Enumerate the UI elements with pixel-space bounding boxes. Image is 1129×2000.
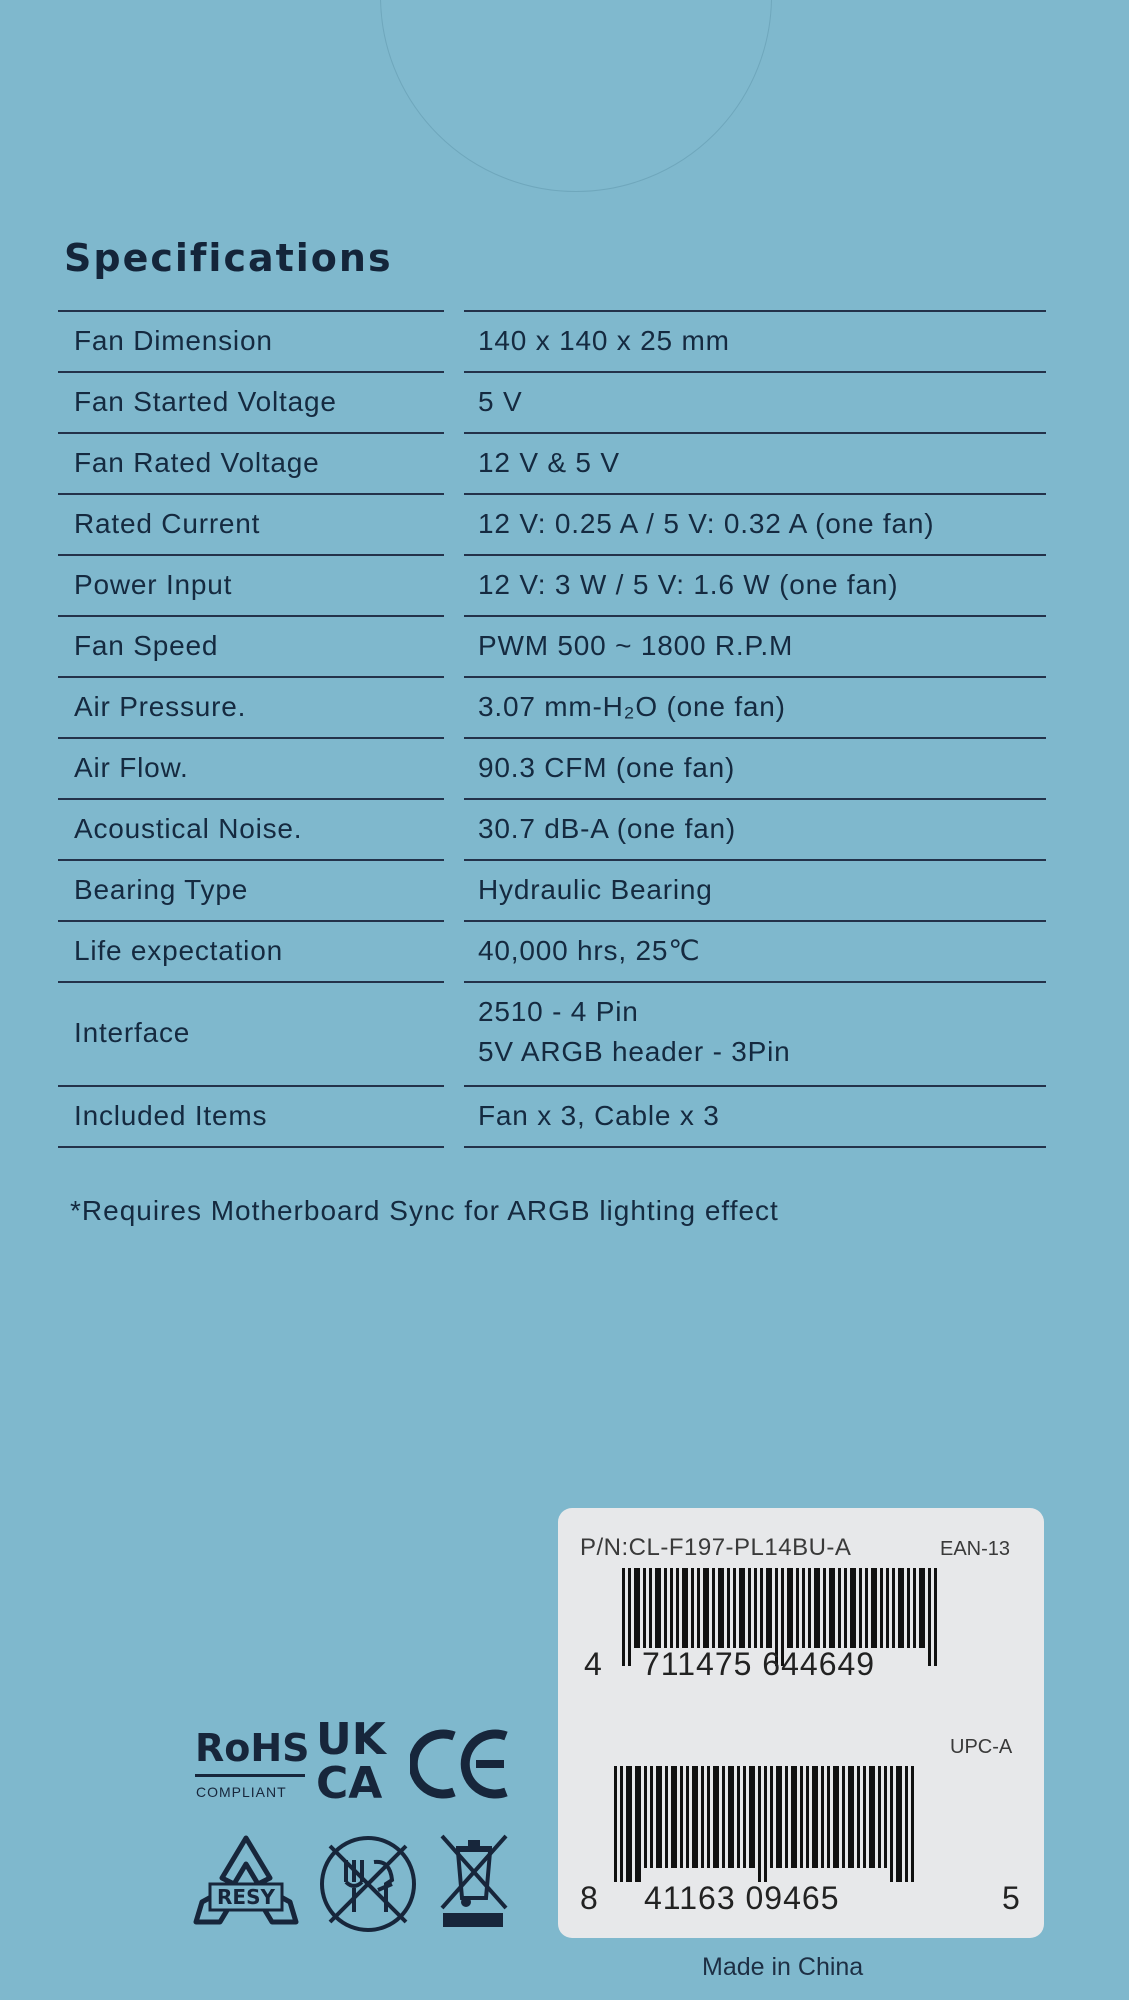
spec-value: 12 V & 5 V [478, 446, 620, 478]
barcode-bar [829, 1568, 835, 1648]
spec-label: Air Pressure. [74, 690, 247, 722]
barcode-bar [712, 1568, 715, 1648]
barcode-bar [670, 1568, 673, 1648]
table-rule [464, 1146, 1046, 1148]
table-rule [464, 493, 1046, 495]
barcode-bar [656, 1766, 662, 1868]
barcode-bar [791, 1766, 797, 1868]
barcode-bar [833, 1766, 839, 1868]
spec-label: Life expectation [74, 934, 283, 966]
spec-value: 2510 - 4 Pin [478, 996, 639, 1027]
spec-label: Fan Dimension [74, 324, 273, 356]
barcode-bar [665, 1766, 668, 1868]
upc-last-digit: 5 [1002, 1880, 1020, 1916]
barcode-bar [785, 1766, 788, 1868]
decorative-circle [380, 0, 772, 192]
table-rule [464, 432, 1046, 434]
barcode-bar [686, 1766, 689, 1868]
barcode-bar [676, 1568, 679, 1648]
barcode-bar [644, 1766, 647, 1868]
barcode-bar [722, 1766, 725, 1868]
barcode-bar [664, 1568, 667, 1648]
spec-value: 12 V: 0.25 A / 5 V: 0.32 A (one fan) [478, 507, 935, 539]
barcode-bar [766, 1568, 772, 1648]
spec-label: Included Items [74, 1099, 268, 1131]
barcode-bar [655, 1568, 661, 1648]
barcode-bar [718, 1568, 724, 1648]
table-rule [58, 310, 444, 312]
resy-text: RESY [217, 1885, 275, 1909]
ukca-mark [316, 1714, 386, 1809]
barcode-bar [737, 1766, 740, 1868]
spec-label: Rated Current [74, 507, 261, 539]
barcode-bar [857, 1766, 860, 1868]
barcode-bar [764, 1766, 767, 1882]
upc-barcode [614, 1766, 917, 1882]
barcode-bar [842, 1766, 845, 1868]
barcode-bar [758, 1766, 761, 1882]
barcode-bar [743, 1766, 746, 1868]
spec-value: 40,000 hrs, 25℃ [478, 934, 701, 966]
no-food-contact-icon [316, 1832, 420, 1936]
barcode-bar [892, 1568, 895, 1648]
table-rule [464, 371, 1046, 373]
spec-label: Bearing Type [74, 873, 249, 905]
barcode-bar [884, 1766, 887, 1868]
spec-label: Fan Speed [74, 629, 219, 661]
barcode-bar [614, 1766, 617, 1882]
spec-value: 5V ARGB header - 3Pin [478, 1036, 791, 1067]
table-rule [464, 615, 1046, 617]
rohs-compliant-label: COMPLIANT [196, 1784, 287, 1800]
part-number: P/N:CL-F197-PL14BU-A [580, 1534, 852, 1561]
table-rule [58, 859, 444, 861]
barcode-bar [707, 1766, 710, 1868]
barcode-bar [770, 1766, 773, 1868]
table-rule [464, 859, 1046, 861]
ukca-bottom: CA [316, 1758, 383, 1809]
spec-value: 5 V [478, 385, 523, 417]
barcode-bar [823, 1568, 826, 1648]
table-rule [464, 737, 1046, 739]
barcode-bar [749, 1766, 755, 1868]
table-rule [464, 981, 1046, 983]
barcode-bar [628, 1568, 631, 1666]
barcode-label [558, 1508, 1044, 1938]
barcode-bar [733, 1568, 736, 1648]
spec-value: 90.3 CFM (one fan) [478, 751, 736, 783]
barcode-bar [838, 1568, 841, 1648]
spec-value: 140 x 140 x 25 mm [478, 324, 730, 356]
barcode-bar [919, 1568, 925, 1648]
table-rule [58, 1146, 444, 1148]
barcode-bar [863, 1766, 866, 1868]
specifications-title: Specifications [64, 236, 393, 280]
rohs-underline [195, 1774, 305, 1777]
barcode-bar [796, 1568, 799, 1648]
barcode-bar [821, 1766, 824, 1868]
upc-first-digit: 8 [580, 1880, 598, 1916]
barcode-bar [649, 1568, 652, 1648]
barcode-bar [869, 1766, 875, 1868]
table-rule [58, 981, 444, 983]
barcode-bar [643, 1568, 646, 1648]
barcode-bar [907, 1568, 910, 1648]
barcode-bar [713, 1766, 719, 1868]
barcode-bar [754, 1568, 757, 1648]
barcode-bar [692, 1766, 698, 1868]
spec-value: Fan x 3, Cable x 3 [478, 1099, 720, 1131]
barcode-bar [802, 1568, 805, 1648]
ean-type-label: EAN-13 [940, 1538, 1011, 1560]
barcode-bar [806, 1766, 809, 1868]
barcode-bar [634, 1568, 640, 1648]
upc-digits: 41163 09465 [644, 1880, 840, 1916]
barcode-bar [650, 1766, 653, 1868]
ce-mark [410, 1728, 514, 1800]
barcode-bar [728, 1766, 734, 1868]
barcode-bar [697, 1568, 700, 1648]
spec-label: Air Flow. [74, 751, 189, 783]
barcode-bar [848, 1766, 854, 1868]
upc-type-label: UPC-A [950, 1736, 1013, 1758]
table-rule [58, 493, 444, 495]
barcode-bar [890, 1766, 893, 1882]
table-rule [464, 310, 1046, 312]
barcode-bar [934, 1568, 937, 1666]
barcode-bar [682, 1568, 688, 1648]
spec-label: Fan Rated Voltage [74, 446, 320, 478]
barcode-bar [871, 1568, 877, 1648]
barcode-bar [787, 1568, 793, 1648]
spec-value: 12 V: 3 W / 5 V: 1.6 W (one fan) [478, 568, 899, 600]
barcode-bar [760, 1568, 763, 1648]
spec-label: Fan Started Voltage [74, 385, 337, 417]
table-rule [464, 554, 1046, 556]
table-rule [464, 676, 1046, 678]
barcode-bar [727, 1568, 730, 1648]
barcode-bar [620, 1766, 623, 1882]
spec-label: Power Input [74, 568, 233, 600]
spec-label: Interface [74, 1017, 191, 1048]
barcode-bar [913, 1568, 916, 1648]
spec-value: 30.7 dB-A (one fan) [478, 812, 737, 844]
table-rule [58, 676, 444, 678]
table-rule [464, 798, 1046, 800]
table-rule [58, 798, 444, 800]
barcode-bar [880, 1568, 883, 1648]
table-rule [58, 432, 444, 434]
weee-bar [443, 1913, 503, 1927]
barcode-bar [808, 1568, 811, 1648]
ean-digits: 711475 644649 [642, 1646, 876, 1682]
barcode-bar [859, 1568, 862, 1648]
barcode-bar [865, 1568, 868, 1648]
table-rule [58, 554, 444, 556]
barcode-bar [776, 1766, 782, 1868]
barcode-bar [748, 1568, 751, 1648]
barcode-bar [812, 1766, 818, 1868]
resy-recycle-icon [188, 1830, 304, 1936]
ukca-top: UK [316, 1714, 386, 1765]
weee-crossed-bin-icon [436, 1830, 512, 1912]
barcode-bar [896, 1766, 902, 1882]
barcode-bar [622, 1568, 625, 1666]
table-rule [58, 615, 444, 617]
barcode-bar [886, 1568, 889, 1648]
barcode-bar [928, 1568, 931, 1666]
barcode-bar [701, 1766, 704, 1868]
spec-value: 3.07 mm-H₂O (one fan) [478, 690, 786, 722]
barcode-bar [635, 1766, 641, 1882]
table-rule [58, 737, 444, 739]
table-rule [58, 371, 444, 373]
barcode-bar [703, 1568, 709, 1648]
barcode-bar [850, 1568, 856, 1648]
barcode-bar [626, 1766, 632, 1882]
barcode-bar [691, 1568, 694, 1648]
made-in-label: Made in China [702, 1953, 864, 1981]
barcode-bar [905, 1766, 908, 1882]
barcode-bar [814, 1568, 820, 1648]
rohs-mark: RoHS [195, 1726, 310, 1770]
table-rule [58, 920, 444, 922]
barcode-bar [898, 1568, 904, 1648]
barcode-bar [680, 1766, 683, 1868]
barcode-bar [827, 1766, 830, 1868]
barcode-bar [878, 1766, 881, 1868]
ean-first-digit: 4 [584, 1646, 602, 1682]
table-rule [464, 1085, 1046, 1087]
barcode-bar [800, 1766, 803, 1868]
barcode-bar [844, 1568, 847, 1648]
barcode-bar [739, 1568, 745, 1648]
barcode-bar [911, 1766, 914, 1882]
argb-footnote: *Requires Motherboard Sync for ARGB lighting effect [70, 1195, 779, 1226]
spec-value: Hydraulic Bearing [478, 873, 713, 905]
barcode-bar [671, 1766, 677, 1868]
spec-value: PWM 500 ~ 1800 R.P.M [478, 629, 794, 661]
table-rule [464, 920, 1046, 922]
spec-label: Acoustical Noise. [74, 812, 303, 844]
table-rule [58, 1085, 444, 1087]
